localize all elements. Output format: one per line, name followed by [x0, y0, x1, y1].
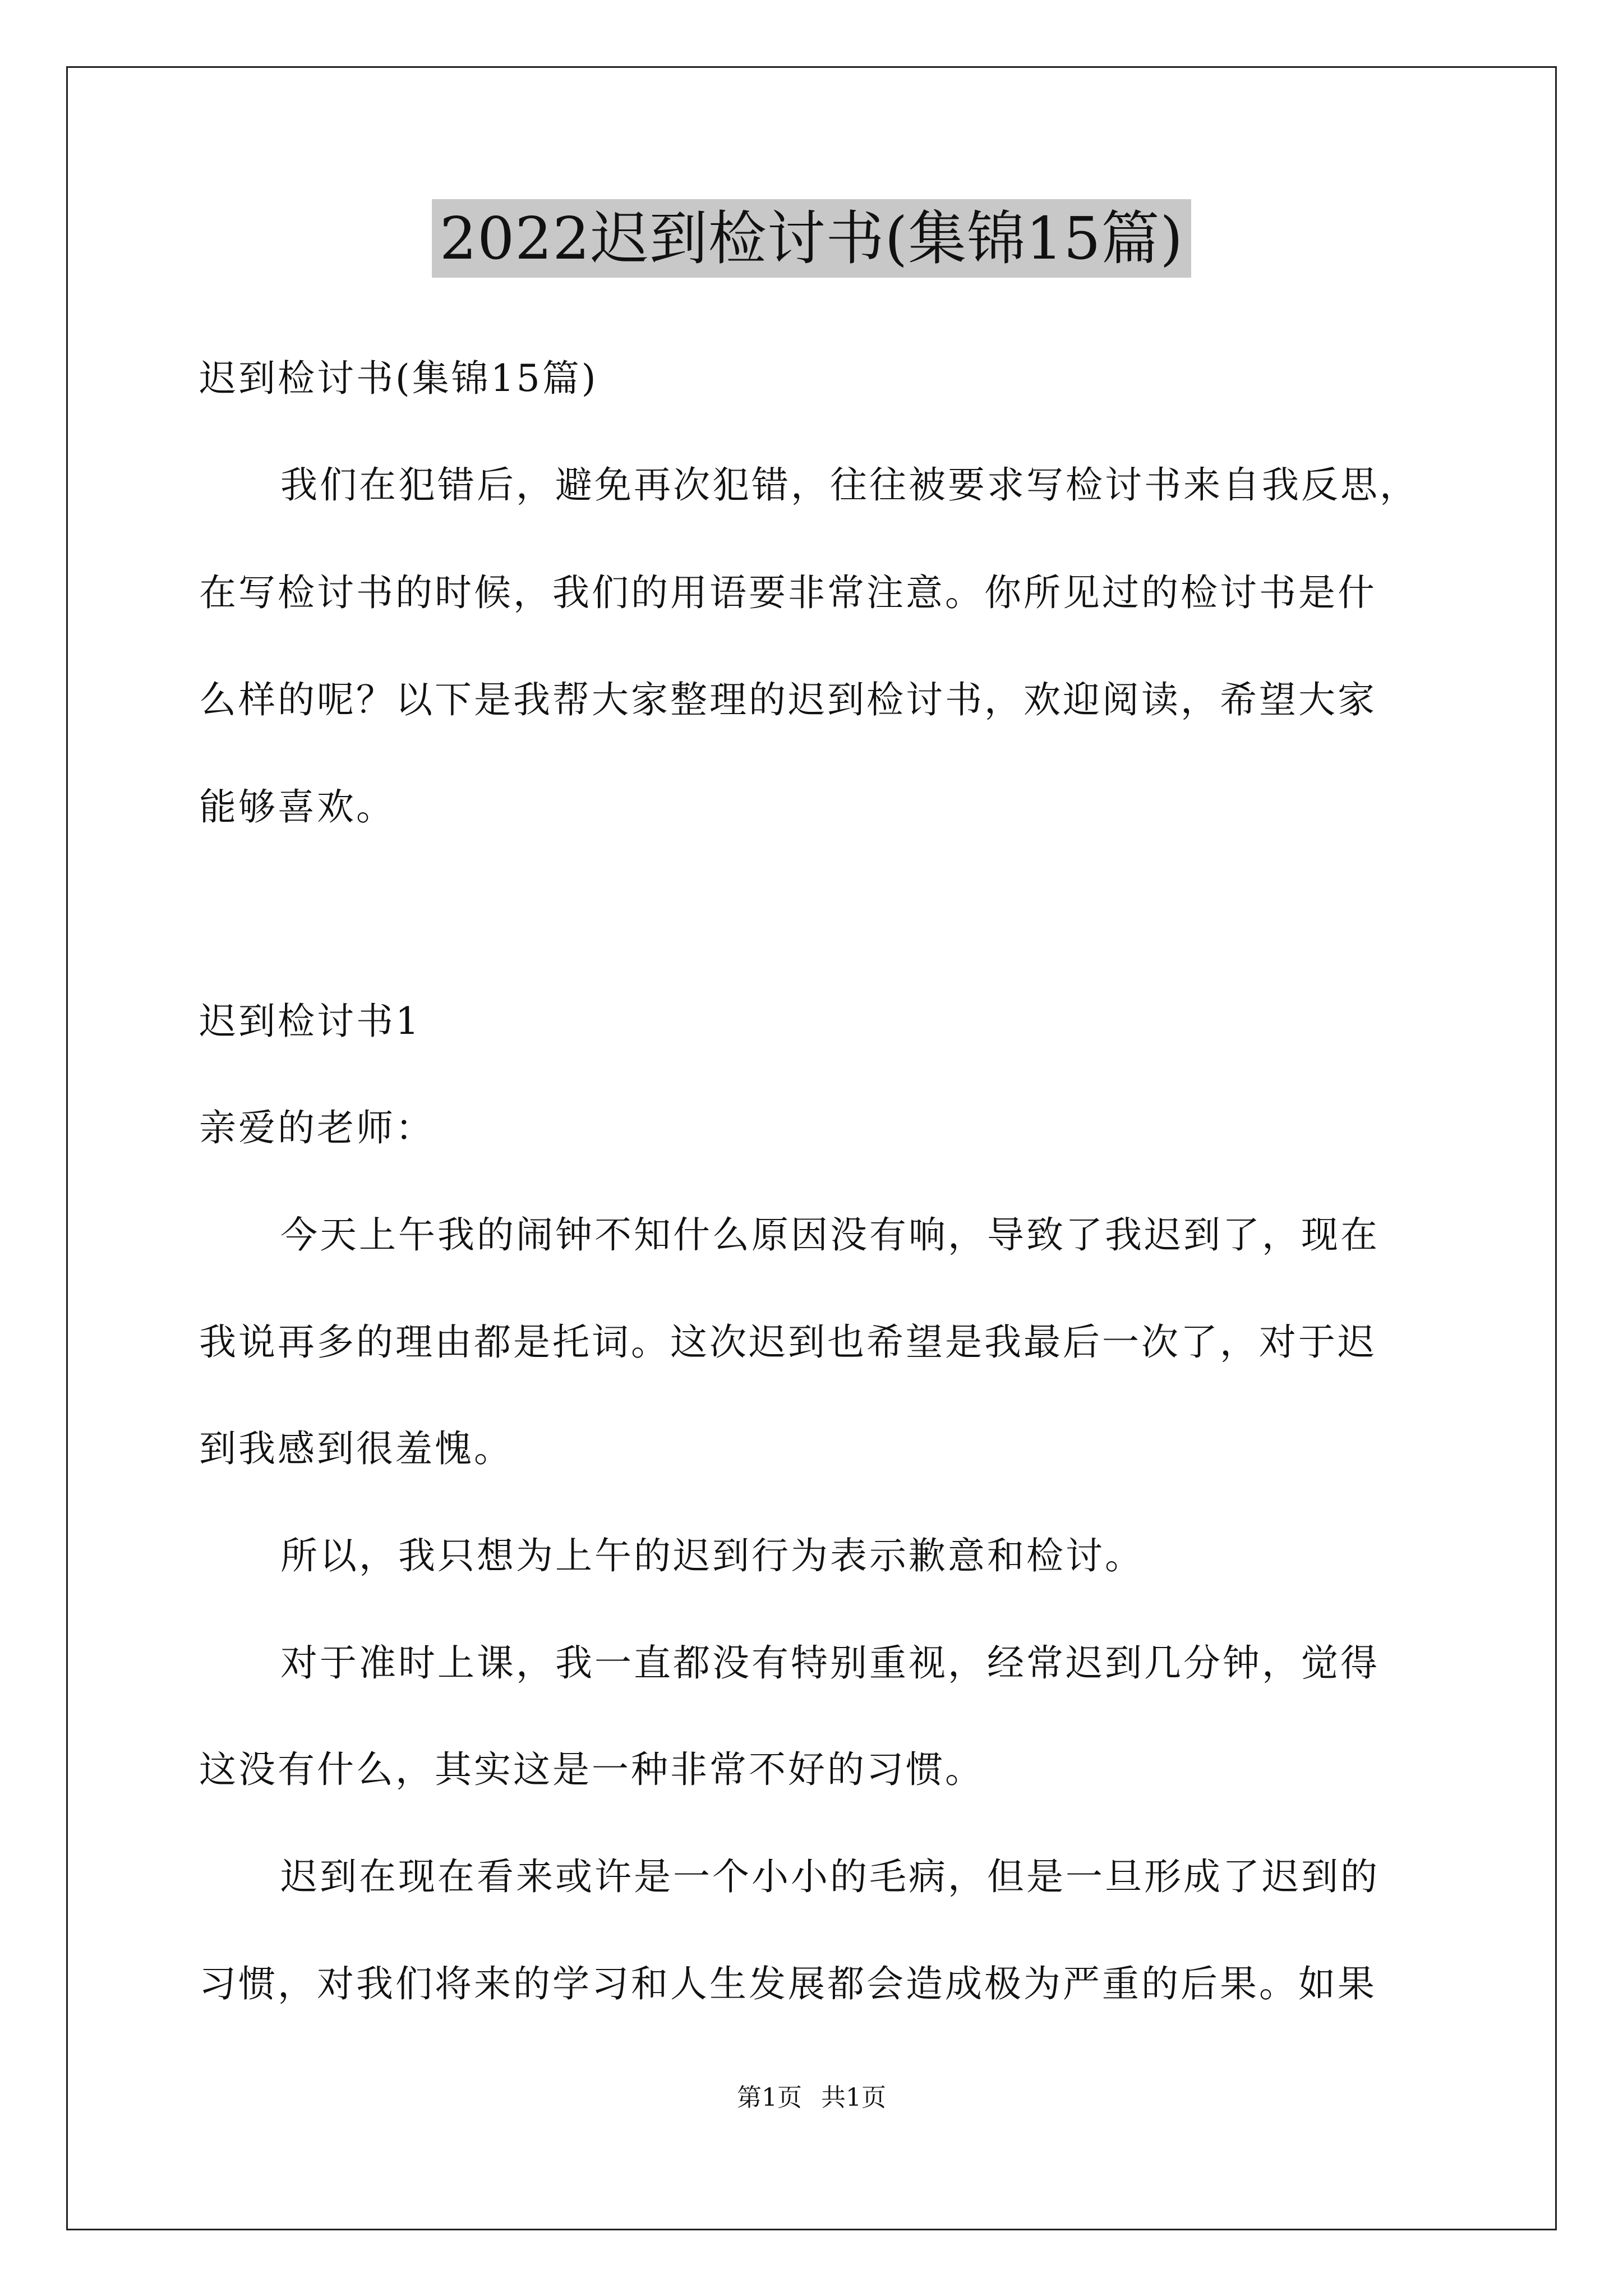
intro-line-4: 能够喜欢。: [199, 785, 395, 829]
body-line-7: 迟到在现在看来或许是一个小小的毛病，但是一旦形成了迟到的: [280, 1855, 1380, 1898]
page-footer: [0, 2081, 1623, 2115]
section-heading: 迟到检讨书1: [199, 1000, 421, 1043]
page-total: 共1页: [821, 2083, 886, 2112]
document-title: 2022迟到检讨书(集锦15篇): [432, 199, 1191, 278]
title-container: [0, 199, 1623, 278]
body-line-8: 习惯，对我们将来的学习和人生发展都会造成极为严重的后果。如果: [199, 1962, 1377, 2005]
subtitle: 迟到检讨书(集锦15篇): [199, 357, 598, 400]
body-line-3: 到我感到很羞愧。: [199, 1427, 513, 1470]
body-line-4: 所以，我只想为上午的迟到行为表示歉意和检讨。: [280, 1534, 1144, 1577]
body-line-5: 对于准时上课，我一直都没有特别重视，经常迟到几分钟，觉得: [280, 1641, 1380, 1685]
intro-line-1: 我们在犯错后，避免再次犯错，往往被要求写检讨书来自我反思，: [280, 463, 1419, 507]
body-line-2: 我说再多的理由都是托词。这次迟到也希望是我最后一次了，对于迟: [199, 1320, 1377, 1364]
page-number: 第1页: [737, 2083, 802, 2112]
intro-line-2: 在写检讨书的时候，我们的用语要非常注意。你所见过的检讨书是什: [199, 571, 1377, 614]
body-line-1: 今天上午我的闹钟不知什么原因没有响，导致了我迟到了，现在: [280, 1213, 1380, 1257]
intro-line-3: 么样的呢？以下是我帮大家整理的迟到检讨书，欢迎阅读，希望大家: [199, 678, 1377, 721]
salutation: 亲爱的老师：: [199, 1106, 435, 1149]
body-line-6: 这没有什么，其实这是一种非常不好的习惯。: [199, 1748, 984, 1791]
